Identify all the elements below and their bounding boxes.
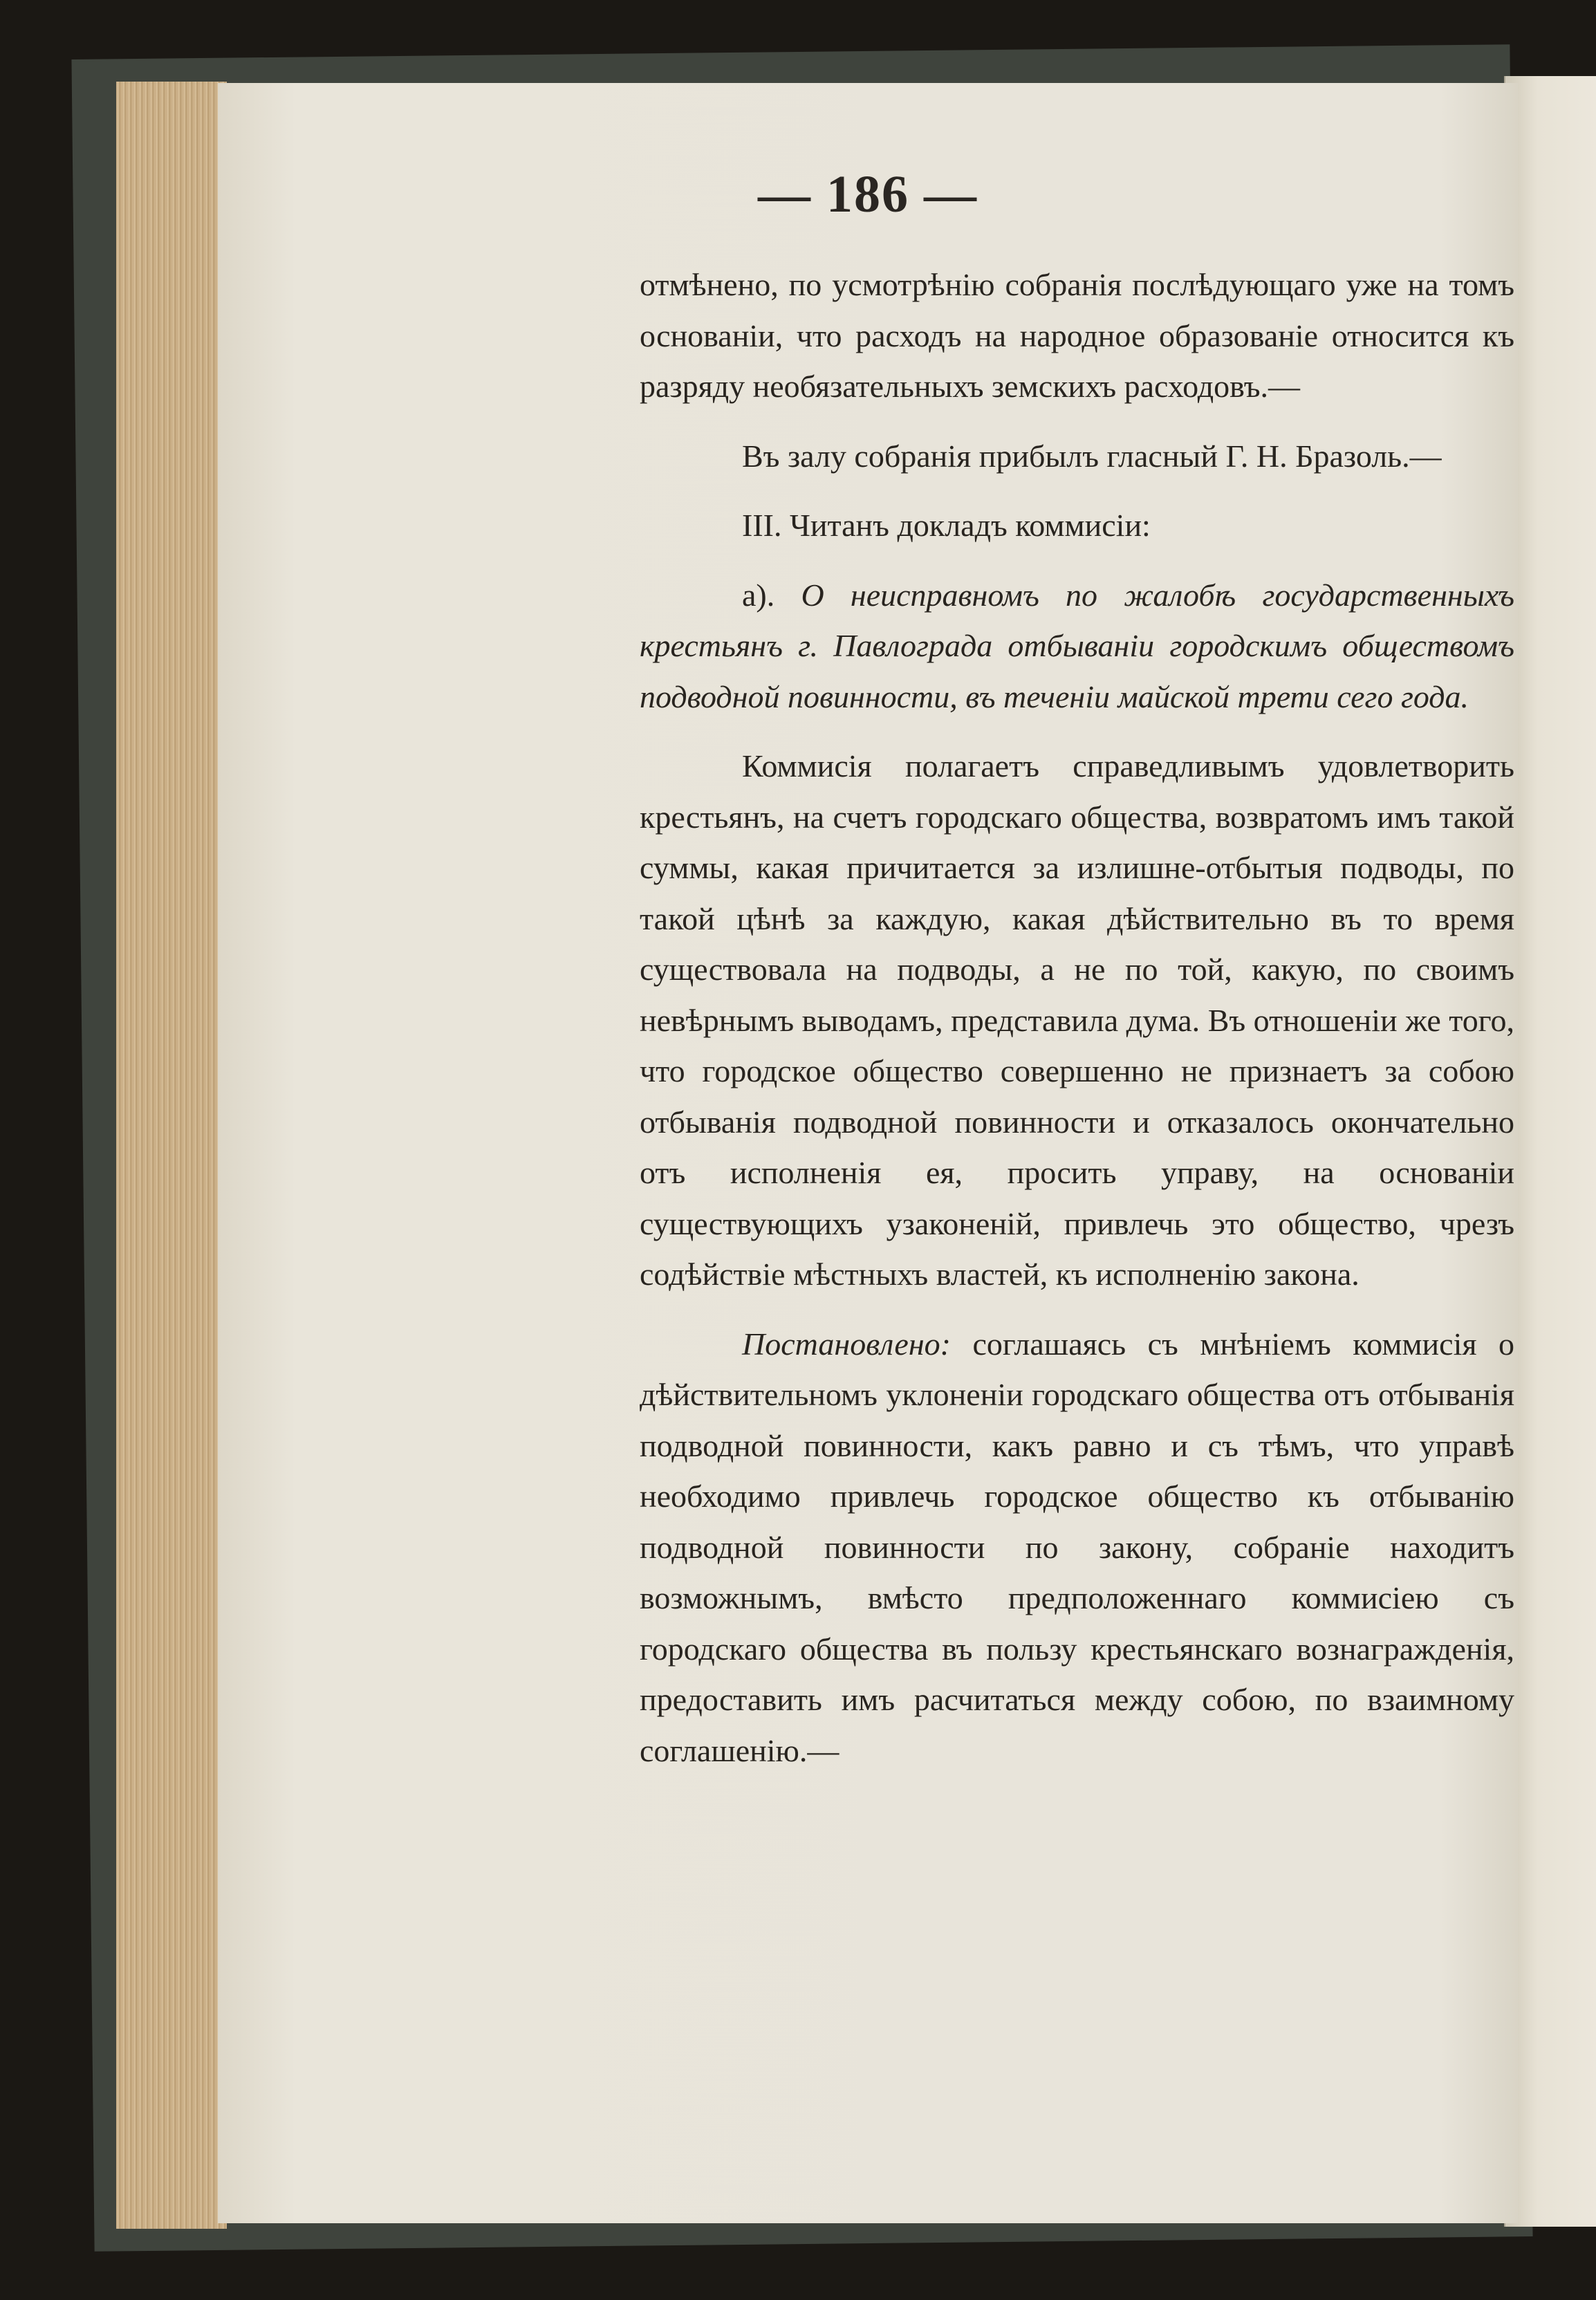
paragraph-education-expense: отмѣнено, по усмотрѣнію собранія послѣдующаго уже на томъ основаніи, что расходъ на народное образованіе относится къ разряду необязательныхъ земскихъ расходовъ.— bbox=[640, 267, 1514, 404]
paragraph-report-heading: III. Читанъ докладъ коммисіи: bbox=[742, 508, 1151, 543]
paragraph-resolution bbox=[640, 1319, 1514, 1777]
page-block-edges bbox=[116, 82, 227, 2229]
report-item-marker: а). bbox=[742, 577, 775, 613]
report-title: О неисправномъ по жалобѣ государственныхъ крестьянъ г. Павлограда отбываніи городскимъ обществомъ подводной повинности, въ теченіи майской трети сего года. bbox=[640, 577, 1515, 714]
page-number: — 186 — bbox=[758, 165, 978, 223]
paragraph-report-title bbox=[640, 570, 1514, 723]
resolution-text: соглашаясь съ мнѣніемъ коммисія о дѣйствительномъ уклоненіи городскаго общества отъ отбыванія подводной повинности, какъ равно и съ тѣмъ, что управѣ необходимо привлечь городское общество къ отбыванію подводной повинности по закону, собраніе находитъ возможнымъ, вмѣсто предположеннаго коммисіею съ городскаго общества въ пользу крестьянскаго вознагражденія, предоставить имъ расчитаться между собою, по взаимному соглашенію.— bbox=[640, 1326, 1515, 1768]
page-text bbox=[640, 259, 1514, 1776]
paragraph-commission-opinion: Коммисія полагаетъ справедливымъ удовлетворить крестьянъ, на счетъ городскаго общества, возвратомъ имъ такой суммы, какая причитается за излишне-отбытыя подводы, по такой цѣнѣ за каждую, какая дѣйствительно въ то время существовала на подводы, а не по той, какую, по своимъ невѣрнымъ выводамъ, представила дума. Въ отношеніи же того, что городское общество совершенно не признаетъ за собою отбыванія подводной повинности и отказалось окончательно отъ исполненія ея, просить управу, на основаніи существующихъ узаконеній, привлечь это общество, чрезъ содѣйствіе мѣстныхъ властей, къ исполненію закона. bbox=[640, 748, 1514, 1292]
paragraph-member-arrived: Въ залу собранія прибылъ гласный Г. Н. Бразоль.— bbox=[742, 438, 1442, 474]
book-page bbox=[218, 83, 1518, 2223]
resolution-label: Постановлено: bbox=[742, 1326, 951, 1362]
